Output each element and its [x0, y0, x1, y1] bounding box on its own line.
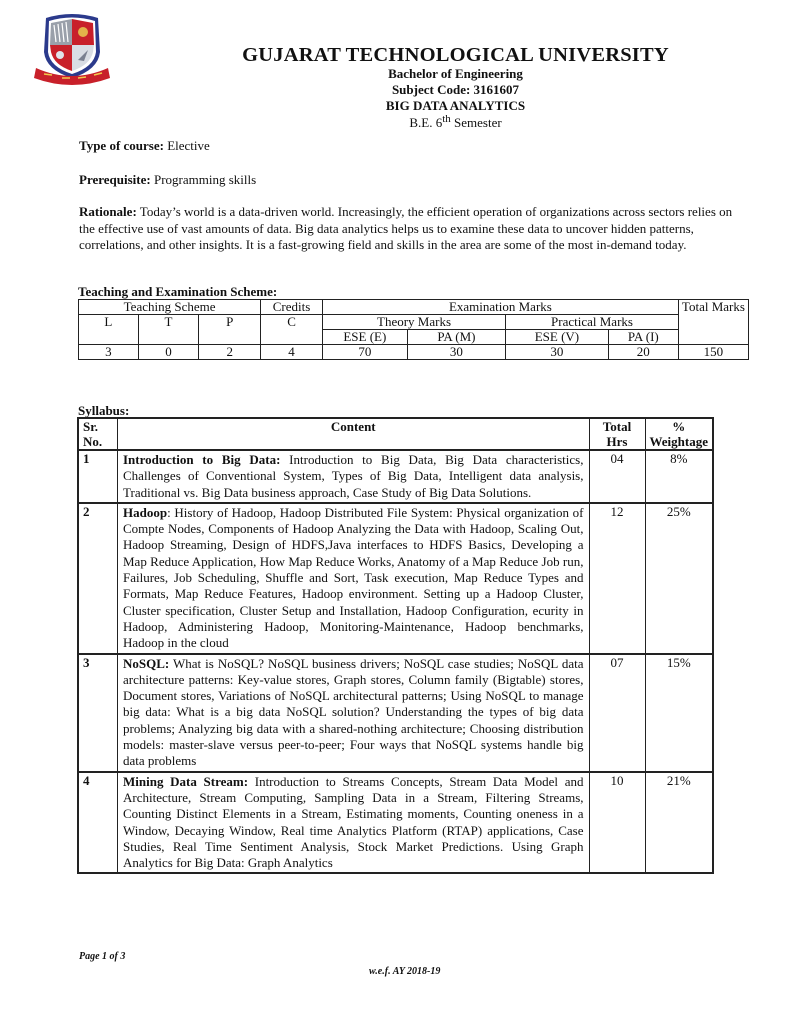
- semester-superscript: th: [442, 113, 451, 125]
- subject-code: Subject Code: 3161607: [391, 82, 520, 97]
- header-ese-e: ESE (E): [322, 330, 407, 345]
- row-content: [118, 450, 590, 503]
- type-of-course-value: Elective: [163, 138, 210, 153]
- prerequisite: [79, 172, 256, 188]
- header-content: Content: [118, 418, 590, 450]
- row-hrs: 12: [589, 503, 645, 654]
- rationale-text: Today’s world is a data-driven world. Increasingly, the efficient operation of organizations across sectors relies on the effective use of vast amounts of data. Big data analytics helps us to examine these data to uncover hidden patterns, correlations, and other insights. It is a fast-growing field and skills in the area are some of the most in-demand today.: [79, 204, 733, 252]
- header-l: L: [79, 315, 139, 345]
- row-description: : History of Hadoop, Hadoop Distributed File System: Physical organization of Compte Nodes, Components of Hadoop Analyzing the Data with Hadoop, Scaling Out, Hadoop Streaming, Design of HDFS,Java interfaces to HDFS Basics, Developing a Map Reduce Application, How Map Reduce Works, Anatomy of a Map Reduce Job run, Failures, Job Scheduling, Shuffle and Sort, Task execution, Map Reduce Types and Formats, Map Reduce Features, Hadoop environment. Setting up a Hadoop Cluster, Cluster specification, Cluster Setup and Installation, Hadoop Configuration, ecurity in Hadoop, Administering Hadoop, Monitoring-Maintenance, Hadoop benchmarks, Hadoop in the cloud: [123, 504, 584, 651]
- page-number: Page 1 of 3: [79, 951, 126, 962]
- row-weightage: 25%: [645, 503, 713, 654]
- row-hrs: 07: [589, 654, 645, 772]
- header-examination-marks: Examination Marks: [322, 300, 678, 315]
- type-of-course: [79, 138, 210, 154]
- row-sr: 4: [78, 772, 118, 874]
- table-row: [78, 503, 713, 654]
- header-pa-m: PA (M): [407, 330, 505, 345]
- header-teaching-scheme: Teaching Scheme: [79, 300, 261, 315]
- row-weightage: 21%: [645, 772, 713, 874]
- value-total: 150: [678, 345, 748, 360]
- header-total-hrs: Total Hrs: [589, 418, 645, 450]
- row-description: Introduction to Big Data, Big Data characteristics, Challenges of Conventional System, Types of Big Data, Intelligent data analysis, Traditional vs. Big Data business approach, Case Study of Big Data Solutions.: [123, 452, 584, 500]
- header-weightage: % Weightage: [645, 418, 713, 450]
- document-header: [0, 44, 791, 131]
- prerequisite-label: Prerequisite:: [79, 172, 151, 187]
- header-p: P: [199, 315, 261, 345]
- value-c: 4: [261, 345, 323, 360]
- value-ese-v: 30: [506, 345, 609, 360]
- table-row: [78, 654, 713, 772]
- row-weightage: 8%: [645, 450, 713, 503]
- row-sr: 1: [78, 450, 118, 503]
- header-c: C: [261, 315, 323, 345]
- row-content: [118, 503, 590, 654]
- row-description: What is NoSQL? NoSQL business drivers; NoSQL case studies; NoSQL data architecture patterns: Key-value stores, Graph stores, Column family (Bigtable) stores, Document stores, Variations of NoSQL architectural patterns; Using NoSQL to manage big data: What is a big data NoSQL solution? Understanding the types of big data problems; Analyzing big data with a shared-nothing architecture; Choosing distribution models: master-slave versus peer-to-peer; Four ways that NoSQL systems handle big data problems: [123, 655, 584, 769]
- university-name: GUJARAT TECHNOLOGICAL UNIVERSITY: [242, 44, 669, 66]
- value-t: 0: [138, 345, 199, 360]
- row-description: Introduction to Streams Concepts, Stream Data Model and Architecture, Stream Computing, Sampling Data in a Stream, Filtering Streams, Counting Distinct Elements in a Stream, Estimating moments, Counting oneness in a Window, Decaying Window, Real time Analytics Platform (RTAP) applications, Case Studies, Real Time Sentiment Analysis, Stock Market Predictions. Using Graph Analytics for Big Data: Graph Analytics: [123, 773, 584, 871]
- row-sr: 3: [78, 654, 118, 772]
- header-pa-i: PA (I): [608, 330, 678, 345]
- row-topic: Mining Data Stream:: [123, 773, 249, 789]
- type-of-course-label: Type of course:: [79, 138, 164, 153]
- rationale: [79, 204, 739, 254]
- header-credits: Credits: [261, 300, 323, 315]
- header-total-marks: Total Marks: [678, 300, 748, 345]
- header-sr-no: Sr. No.: [78, 418, 118, 450]
- semester: [60, 114, 791, 131]
- row-topic: NoSQL:: [123, 655, 170, 671]
- header-t: T: [138, 315, 199, 345]
- row-weightage: 15%: [645, 654, 713, 772]
- rationale-label: Rationale:: [79, 204, 137, 219]
- scheme-title: Teaching and Examination Scheme:: [78, 284, 278, 299]
- row-sr: 2: [78, 503, 118, 654]
- header-theory-marks: Theory Marks: [322, 315, 505, 330]
- row-topic: Hadoop: [123, 504, 168, 520]
- degree-name: Bachelor of Engineering: [388, 66, 523, 81]
- value-pa-m: 30: [407, 345, 505, 360]
- prerequisite-value: Programming skills: [150, 172, 257, 187]
- table-row: [78, 772, 713, 874]
- table-row: [78, 450, 713, 503]
- header-practical-marks: Practical Marks: [506, 315, 679, 330]
- row-hrs: 04: [589, 450, 645, 503]
- semester-suffix: Semester: [450, 115, 502, 130]
- subject-name: BIG DATA ANALYTICS: [385, 98, 526, 113]
- value-pa-i: 20: [608, 345, 678, 360]
- syllabus-title: Syllabus:: [78, 403, 130, 418]
- value-ese-e: 70: [322, 345, 407, 360]
- value-l: 3: [79, 345, 139, 360]
- row-topic: Introduction to Big Data:: [123, 452, 281, 467]
- value-p: 2: [199, 345, 261, 360]
- scheme-table: [78, 299, 749, 360]
- row-hrs: 10: [589, 772, 645, 874]
- row-content: [118, 772, 590, 874]
- row-content: [118, 654, 590, 772]
- effective-from: w.e.f. AY 2018-19: [369, 966, 441, 977]
- semester-prefix: B.E. 6: [409, 115, 443, 130]
- header-ese-v: ESE (V): [506, 330, 609, 345]
- syllabus-table: [77, 417, 714, 874]
